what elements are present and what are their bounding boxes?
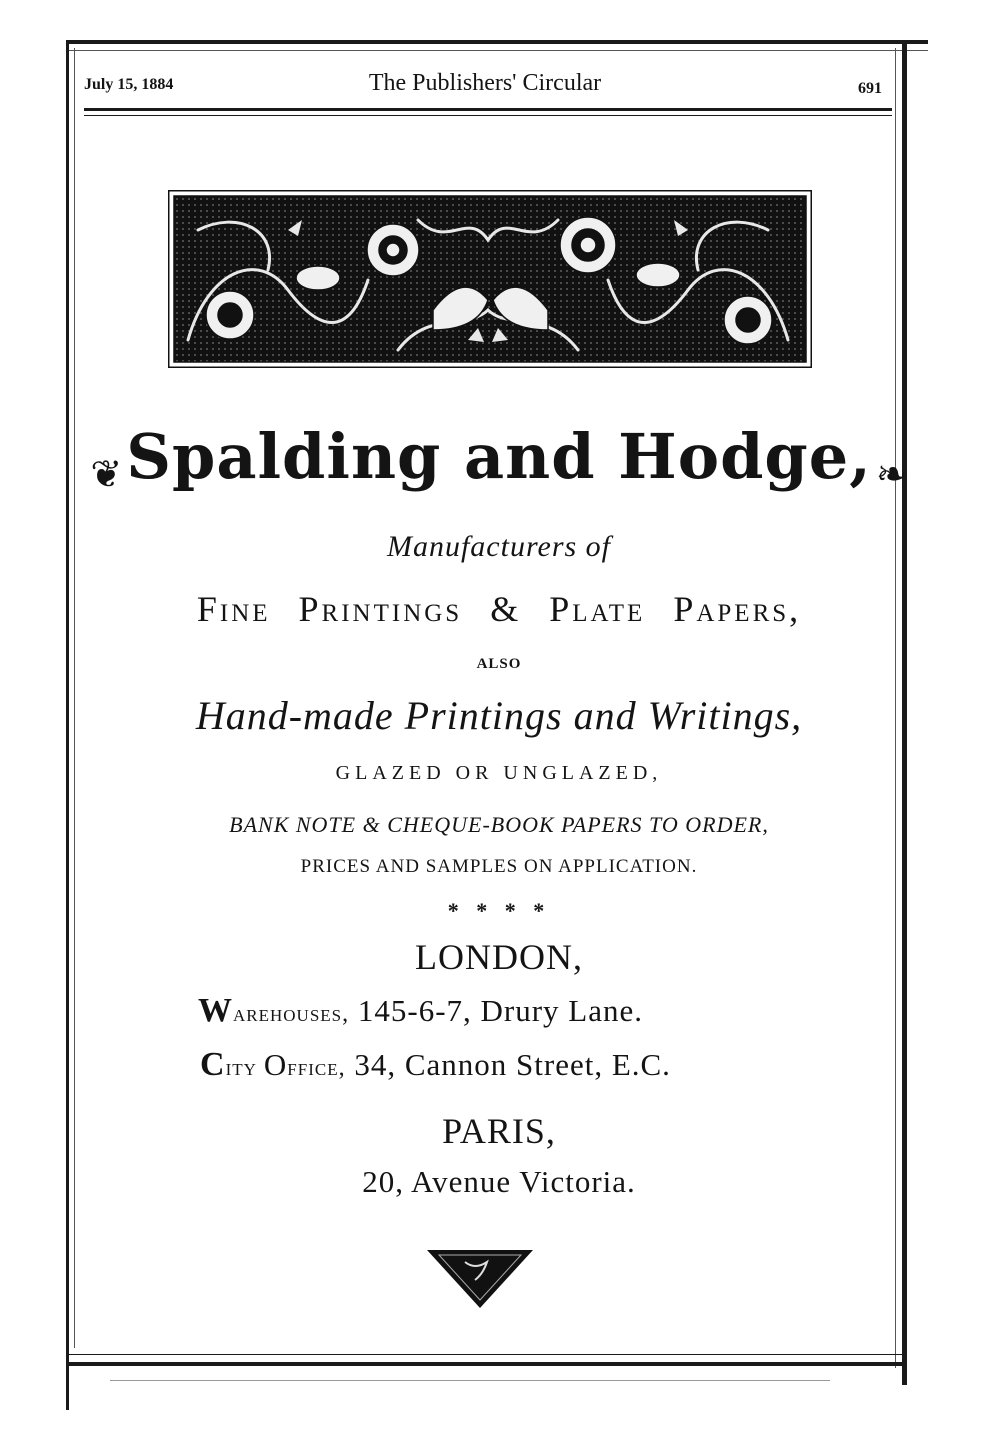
top-border-rule	[66, 40, 928, 44]
header-rule-thin	[84, 115, 892, 116]
bottom-rule-faint	[110, 1380, 830, 1381]
ornament-left-icon: ❦	[90, 453, 123, 496]
warehouses-label-initial: W	[198, 992, 233, 1029]
office-label-initial-2: O	[263, 1047, 288, 1082]
header-page-number: 691	[858, 80, 882, 97]
star-divider: * * * *	[447, 898, 551, 923]
office-address: 34, Cannon Street, E.C.	[354, 1047, 671, 1082]
handmade-line: Hand-made Printings and Writings,	[195, 693, 803, 738]
paris-address: 20, Avenue Victoria.	[362, 1164, 636, 1199]
bottom-rule-thick	[66, 1362, 906, 1366]
office-label-office: ffice,	[287, 1055, 346, 1081]
city-office-line	[200, 1046, 671, 1084]
office-label-initial: C	[200, 1046, 226, 1083]
warehouses-label: arehouses,	[233, 1001, 350, 1027]
office-label-city: ity	[225, 1055, 264, 1081]
warehouses-address: 145-6-7, Drury Lane.	[357, 993, 644, 1028]
bank-note-line: BANK NOTE & CHEQUE-BOOK PAPERS TO ORDER,	[229, 812, 769, 837]
top-border-rule-thin	[66, 50, 928, 51]
triangle-ornament-icon	[425, 1248, 535, 1310]
glazed-line: GLAZED OR UNGLAZED,	[335, 762, 663, 784]
company-name-line	[0, 420, 998, 497]
bottom-rule-thin	[66, 1354, 906, 1355]
warehouses-line	[198, 992, 643, 1030]
header-date: July 15, 1884	[84, 76, 174, 93]
city-paris: PARIS,	[442, 1111, 556, 1151]
subtitle-manufacturers: Manufacturers of	[386, 530, 612, 563]
prices-line: PRICES AND SAMPLES ON APPLICATION.	[300, 856, 698, 877]
ornament-right-icon: ❧	[875, 453, 908, 496]
header-rule-thick	[84, 108, 892, 111]
city-london: LONDON,	[415, 937, 583, 977]
header-title: The Publishers' Circular	[368, 70, 602, 96]
product-line: Fine Printings & Plate Papers,	[196, 589, 802, 629]
also-label: ALSO	[476, 656, 522, 672]
company-name: Spalding and Hodge,	[126, 420, 872, 493]
ornamental-banner	[168, 190, 812, 368]
